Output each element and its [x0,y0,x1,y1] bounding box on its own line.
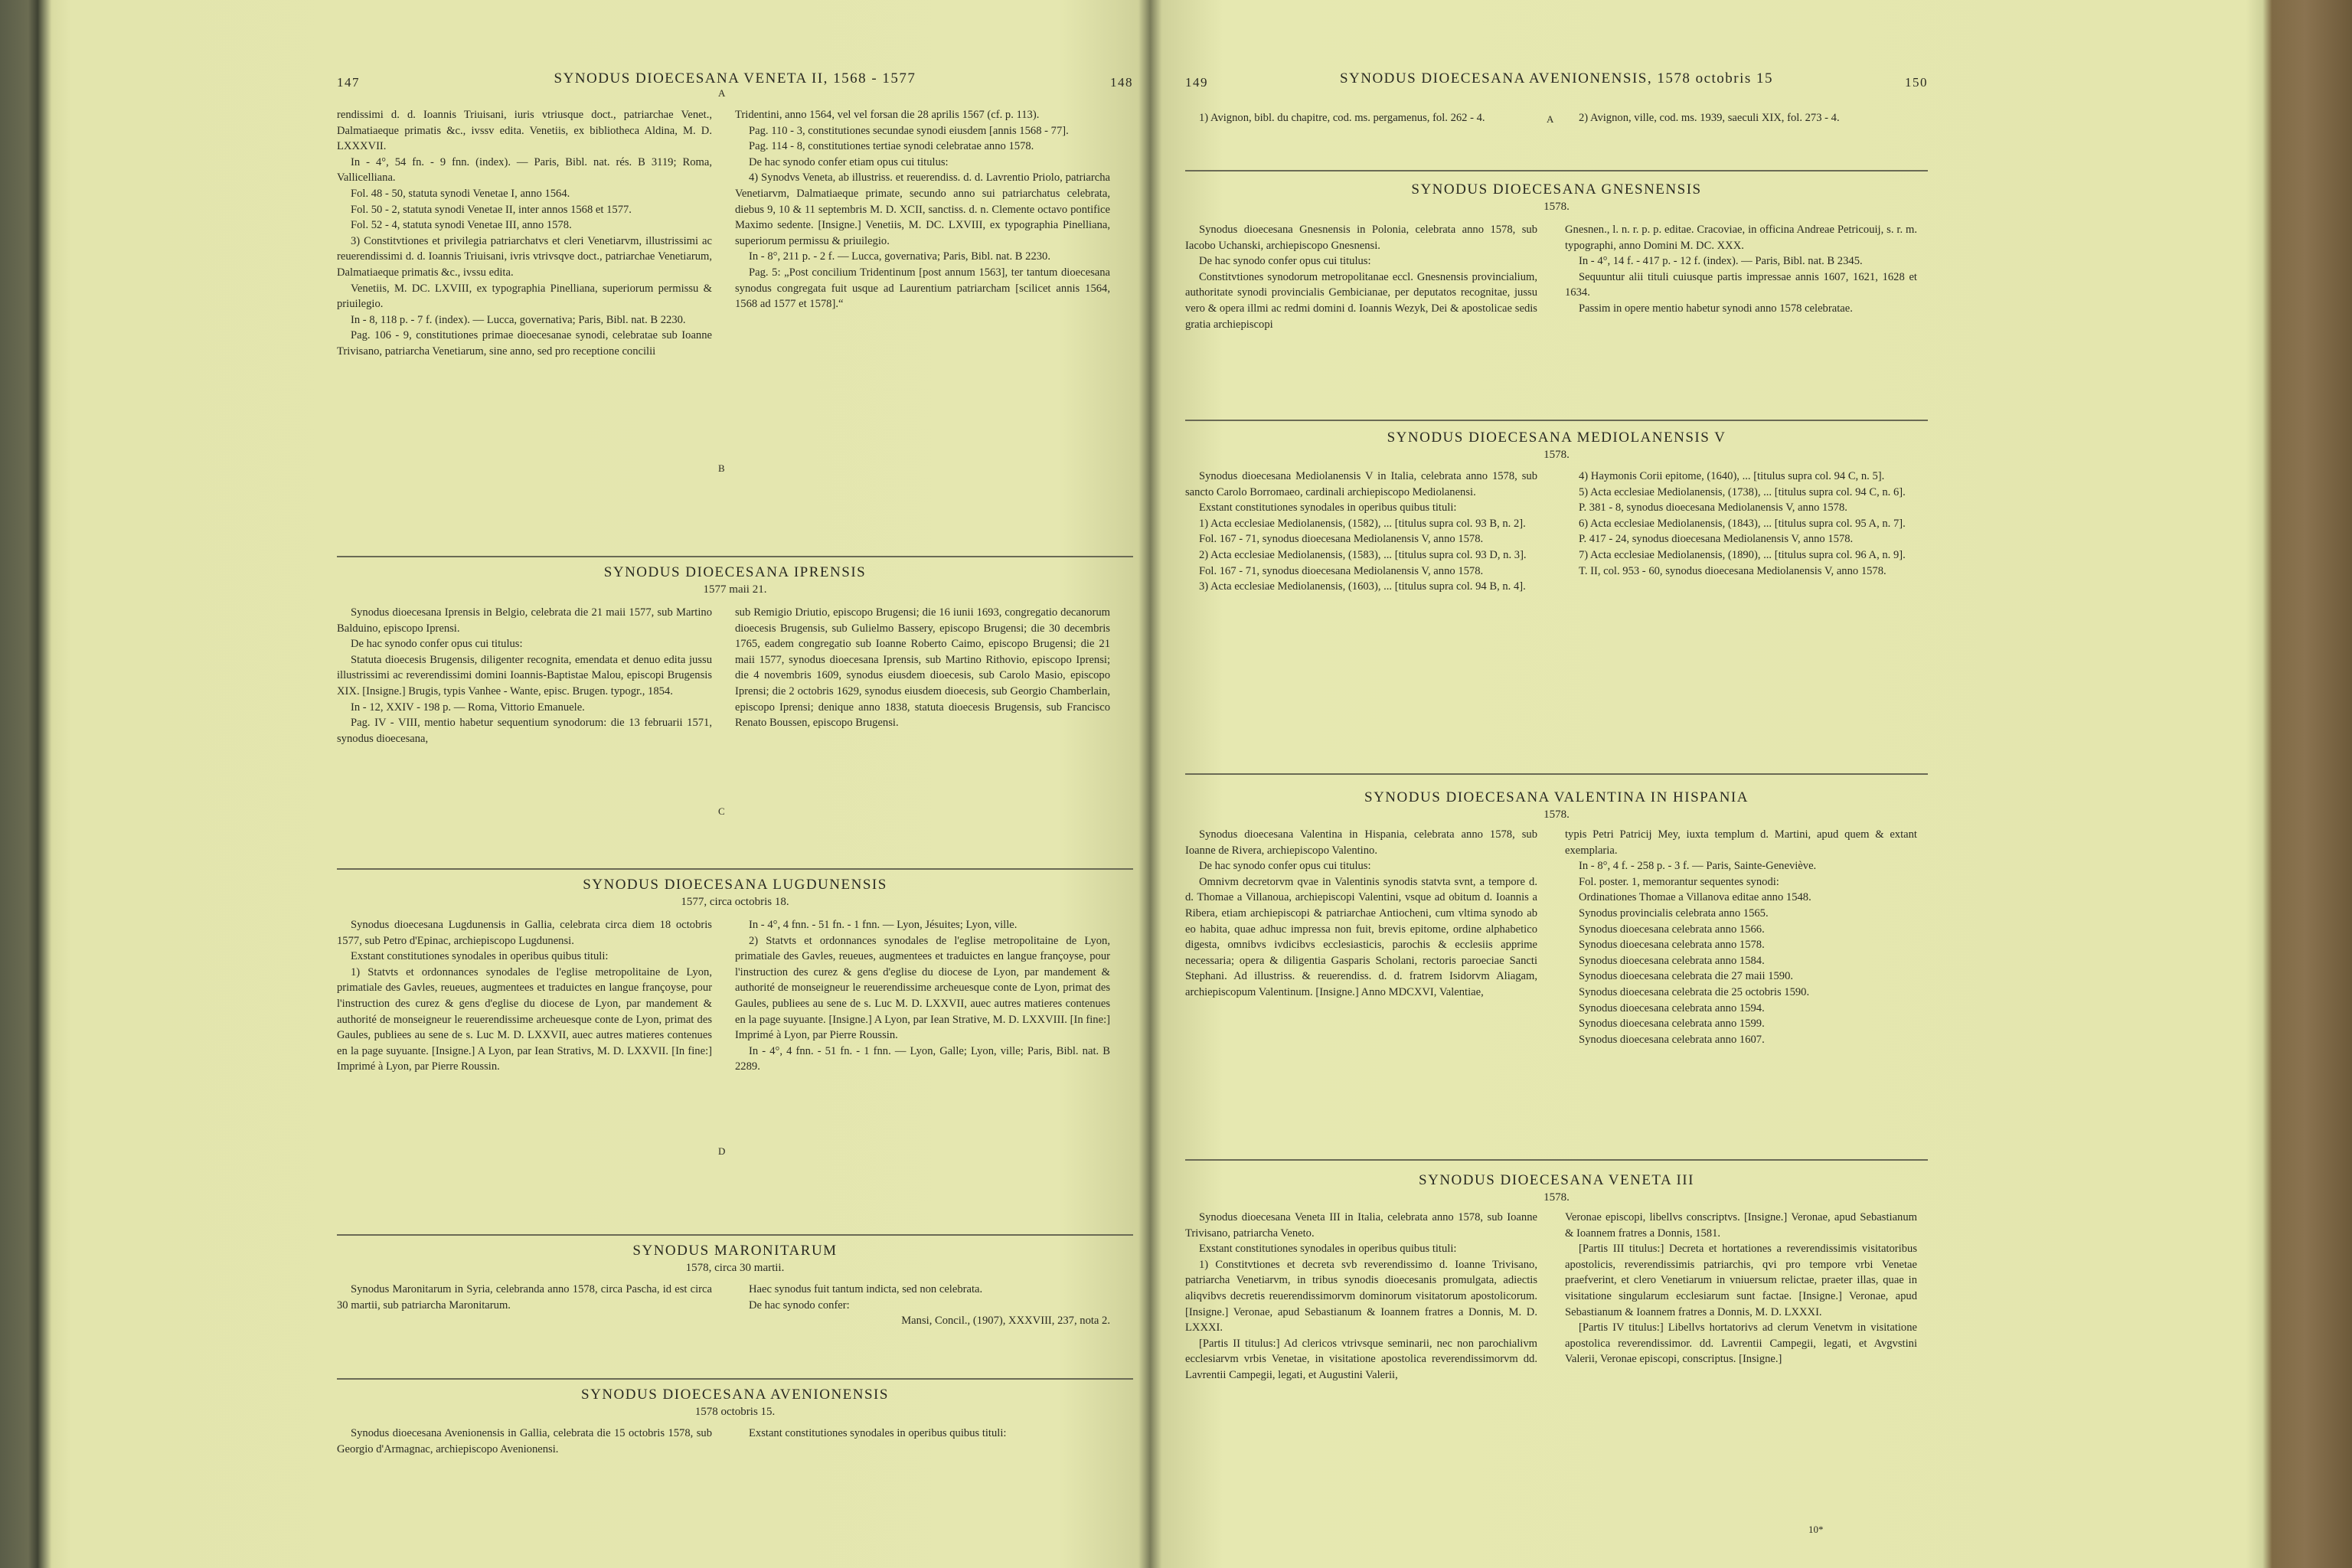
paragraph: typis Petri Patricij Mey, iuxta templum d. Martini, apud quem & extant exemplaria. [1565,828,1917,857]
paragraph: 2) Acta ecclesiae Mediolanensis, (1583), ... [titulus supra col. 93 D, n. 3]. [1199,548,1527,561]
paragraph: Synodus dioecesana celebrata anno 1566. [1579,923,1765,936]
section-date: 1578. [1544,449,1570,461]
paragraph: Pag. 5: „Post concilium Tridentinum [post annum 1563], ter tantum dioecesana synodus congregata fuit usque ad Laurentium patriarcham [scilicet annis 1564, 1568 ad 1577 et 1578].“ [735,266,1110,311]
column-left [337,1282,712,1313]
section-heading [337,564,1133,597]
margin-letter: A [718,87,726,99]
paragraph: Sequuntur alii tituli cuiusque partis impressae annis 1607, 1621, 1628 et 1634. [1565,270,1917,299]
running-head [337,70,1133,96]
paragraph: Fol. 52 - 4, statuta synodi Venetae III, anno 1578. [351,219,572,232]
running-head-title: SYNODUS DIOECESANA VENETA II, 1568 - 1577 [554,70,916,87]
paragraph: 4) Synodvs Veneta, ab illustriss. et reuerendiss. d. d. Lavrentio Priolo, patriarcha Venetiarvm, Dalmatiaeque primate, secundo anno sui patriarchatus celebrata, diebus 9, 10 & 11 septembris M. D. XCII, sanctiss. d. n. Clemente octavo pontifice Maximo sedente. [Insigne.] Venetiis, M. DC. LXVIII, ex typographia Pinelliana, superiorum permissu & priuilegio. [735,172,1110,247]
margin-letter: D [718,1145,726,1157]
paragraph: Synodus dioecesana Veneta III in Italia, celebrata anno 1578, sub Ioanne Trivisano, patriarcha Veneto. [1185,1211,1537,1240]
paragraph: Synodus dioecesana celebrata anno 1594. [1579,1001,1765,1014]
section-date: 1578. [1544,1191,1570,1204]
section-rule [1185,773,1928,775]
margin-letter: A [1547,113,1554,125]
paragraph: Fol. poster. 1, memorantur sequentes synodi: [1579,875,1779,888]
section-heading [1185,789,1928,822]
paragraph: Mansi, Concil., (1907), XXXVIII, 237, nota 2. [901,1315,1110,1328]
paragraph: Exstant constitutiones synodales in operibus quibus tituli: [351,950,609,963]
paragraph: Synodus Maronitarum in Syria, celebranda anno 1578, circa Pascha, id est circa 30 martii, sub patriarcha Maronitarum. [337,1283,712,1312]
section-rule [1185,420,1928,421]
section-title: SYNODUS DIOECESANA LUGDUNENSIS [583,877,887,893]
paragraph: Synodus dioecesana Mediolanensis V in Italia, celebrata anno 1578, sub sancto Carolo Borromaeo, cardinali archiepiscopo Mediolanensi. [1185,470,1537,498]
paragraph: Tridentini, anno 1564, vel vel forsan die 28 aprilis 1567 (cf. p. 113). [735,109,1040,121]
paragraph: Synodus dioecesana Avenionensis in Gallia, celebrata die 15 octobris 1578, sub Georgio d'Armagnac, archiepiscopo Avenionensi. [337,1427,712,1455]
section-rule [337,1234,1133,1236]
paragraph: Venetiis, M. DC. LXVIII, ex typographia Pinelliana, superiorum permissu & priuilegio. [337,282,712,311]
section-rule [337,868,1133,870]
paragraph: De hac synodo confer etiam opus cui titulus: [749,155,949,168]
column-left [337,1426,712,1457]
signature-mark: 10* [1808,1524,1824,1535]
column-left [1185,827,1537,1001]
section-date: 1577, circa octobris 18. [681,896,789,908]
column-left [337,605,712,746]
section-heading [1185,181,1928,214]
section-heading [337,1386,1133,1419]
paragraph: In - 8°, 4 f. - 258 p. - 3 f. — Paris, Sainte-Geneviève. [1579,860,1817,873]
paragraph: 1) Avignon, bibl. du chapitre, cod. ms. pergamenus, fol. 262 - 4. [1199,112,1485,124]
paragraph: Exstant constitutiones synodales in operibus quibus tituli: [1199,1243,1457,1256]
running-head [1185,70,1928,96]
paragraph: sub Remigio Driutio, episcopo Brugensi; die 16 iunii 1693, congregatio decanorum dioecesis Brugensis, sub Gulielmo Bassery, episcopo Brugensi; die 30 decembris 1765, eadem congregatio sub Ioanne Roberto Caimo, episcopo Brugensi; die 21 maii 1577, synodus dioecesana Iprensis, sub Martino Rithovio, episcopo Iprensi; die 4 novembris 1609, synodus eiusdem dioecesis, sub Carolo Masio, episcopo Iprensi; die 2 octobris 1629, synodus eiusdem dioecesis, sub Georgio Chamberlain, episcopo Iprensi; denique anno 1838, statuta dioecesis Brugensis, sub Francisco Renato Boussen, episcopo Brugensi. [735,606,1110,730]
paragraph: 1) Statvts et ordonnances synodales de l'eglise metropolitaine de Lyon, primatiale des Gavles, reueues, augmentees et traduictes en langue françoyse, pour l'instruction des curez & gens d'eglise du diocese de Lyon, par mandement & authorité de monseigneur le reuerendissime archeuesque conte de Lyon, primat des Gaules, publiees au sene de s. Luc M. D. LXXVII, auec autres matieres contenues en la page suyuante. [Insigne.] A Lyon, par Iean Strativs, M. D. LXXVII. [In fine:] Imprimé à Lyon, par Pierre Roussin. [337,965,712,1073]
section-date: 1578, circa 30 martii. [685,1262,785,1274]
column-left [1185,222,1537,332]
section-date: 1578. [1544,201,1570,213]
column-right [1565,110,1917,126]
paragraph: Synodus provincialis celebrata anno 1565. [1579,906,1769,920]
paragraph: rendissimi d. d. Ioannis Triuisani, iuris vtriusque doct., patriarchae Venet., Dalmatiaeque primatis &c., ivssv edita. Venetiis, ex bibliotheca Aldina, M. D. LXXXVII. [337,109,712,153]
column-right [1565,222,1917,317]
left-page [337,0,1133,1568]
paragraph: Ordinationes Thomae a Villanova editae anno 1548. [1579,891,1811,904]
page-number-150: 150 [1905,75,1928,90]
paragraph: De hac synodo confer opus cui titulus: [1199,860,1371,873]
paragraph: 3) Constitvtiones et privilegia patriarchatvs et cleri Venetiarvm, illustrissimi ac reuerendissimi d. d. Ioannis Triuisani, ivris vtrivsqve doct., patriarchae Venetiarum, Dalmatiaeque primatis &c., ivssu edita. [337,234,712,279]
section-heading [1185,1171,1928,1205]
column-left [1185,469,1537,595]
paragraph: Gnesnen., l. n. r. p. p. editae. Cracoviae, in officina Andreae Petricouij, s. r. m. typographi, anno Domini M. DC. XXX. [1565,224,1917,252]
paragraph: 1) Constitvtiones et decreta svb reverendissimo d. Ioanne Trivisano, patriarcha Venetiarvm, in tribus synodis dioecesanis promulgata, adiectis aliqvibvs decretis reuerendissimorvm dominorum visitatorum apostolicorum. [Insigne.] Veronae, apud Sebastianum & Ioannem fratres a Donnis, M. D. LXXXI. [1185,1258,1537,1334]
paragraph: Synodus dioecesana Gnesnensis in Polonia, celebrata anno 1578, sub Iacobo Uchanski, archiepiscopo Gnesnensi. [1185,224,1537,252]
section-rule [1185,170,1928,172]
section-title: SYNODUS DIOECESANA VENETA III [1419,1172,1694,1188]
paragraph: 2) Statvts et ordonnances synodales de l'eglise metropolitaine de Lyon, primatiale des Gavles, reueues, augmentees et traduictes en langue françoyse, pour l'instruction des curez & gens d'eglise du diocese de Lyon, par mandement & authorité de monseigneur le reuerendissime archeuesque conte de Lyon, primat des Gaules, publiees au sene de s. Luc M. D. LXXVII, auec autres matieres contenues en la page suyuante. [Insigne.] A Lyon, par Iean Strative, M. D. LXXVIII. [In fine:] Imprimé à Lyon, par Pierre Roussin. [735,934,1110,1042]
section-heading [337,876,1133,910]
paragraph: In - 4°, 14 f. - 417 p. - 12 f. (index). — Paris, Bibl. nat. B 2345. [1579,255,1863,268]
paragraph: De hac synodo confer opus cui titulus: [1199,255,1371,268]
paragraph: Pag. 114 - 8, constitutiones tertiae synodi celebratae anno 1578. [749,140,1034,153]
column-right [735,917,1110,1075]
paragraph: 7) Acta ecclesiae Mediolanensis, (1890), ... [titulus supra col. 96 A, n. 9]. [1579,548,1906,561]
paragraph: Exstant constitutiones synodales in operibus quibus tituli: [1199,501,1457,514]
paragraph: T. II, col. 953 - 60, synodus dioecesana Mediolanensis V, anno 1578. [1579,564,1886,577]
right-page [1185,0,1928,1568]
paragraph: Statuta dioecesis Brugensis, diligenter recognita, emendata et denuo edita jussu illustrissimi ac reverendissimi domini Ioannis-Baptistae Malou, episcopi Brugensis XIX. [Insigne.] Brugis, typis Vanhee - Wante, episc. Brugen. typogr., 1854. [337,653,712,697]
paragraph: P. 417 - 24, synodus dioecesana Mediolanensis V, anno 1578. [1579,533,1854,546]
paragraph: 5) Acta ecclesiae Mediolanensis, (1738), ... [titulus supra col. 94 C, n. 6]. [1579,485,1906,498]
column-right [735,1426,1110,1442]
paragraph: Passim in opere mentio habetur synodi anno 1578 celebratae. [1579,302,1853,315]
paragraph: Fol. 167 - 71, synodus dioecesana Mediolanensis V, anno 1578. [1199,533,1484,546]
paragraph: Haec synodus fuit tantum indicta, sed non celebrata. [749,1283,983,1295]
section-title: SYNODUS MARONITARUM [632,1243,838,1259]
section-rule [337,556,1133,557]
paragraph: Veronae episcopi, libellvs conscriptvs. [Insigne.] Veronae, apud Sebastianum & Ioannem fratres a Donnis, 1581. [1565,1211,1917,1240]
column-left [337,107,712,360]
column-right [1565,827,1917,1047]
paragraph: Pag. IV - VIII, mentio habetur sequentium synodorum: die 13 februarii 1571, synodus dioecesana, [337,717,712,745]
column-right [735,107,1110,312]
paragraph: Pag. 106 - 9, constitutiones primae dioecesanae synodi, celebratae sub Ioanne Trivisano, patriarcha Venetiarum, sine anno, sed pro receptione concilii [337,329,712,358]
paragraph: 2) Avignon, ville, cod. ms. 1939, saeculi XIX, fol. 273 - 4. [1579,112,1840,124]
paragraph: Synodus dioecesana celebrata die 27 maii 1590. [1579,970,1794,983]
paragraph: Synodus dioecesana celebrata die 25 octobris 1590. [1579,985,1810,998]
section-title: SYNODUS DIOECESANA AVENIONENSIS [581,1387,889,1403]
paragraph: Synodus dioecesana Iprensis in Belgio, celebrata die 21 maii 1577, sub Martino Balduino, episcopo Iprensi. [337,606,712,635]
paragraph: De hac synodo confer opus cui titulus: [351,638,523,651]
column-right [1565,1210,1917,1367]
section-date: 1578 octobris 15. [694,1406,776,1418]
section-heading [337,1242,1133,1276]
section-date: 1577 maii 21. [703,583,767,596]
paragraph: Synodus dioecesana celebrata anno 1607. [1579,1033,1765,1046]
paragraph: Synodus dioecesana celebrata anno 1599. [1579,1018,1765,1031]
section-title: SYNODUS DIOECESANA VALENTINA IN HISPANIA [1364,789,1749,805]
paragraph: 6) Acta ecclesiae Mediolanensis, (1843), ... [titulus supra col. 95 A, n. 7]. [1579,517,1906,530]
paragraph: In - 4°, 4 fnn. - 51 fn. - 1 fnn. — Lyon, Galle; Lyon, ville; Paris, Bibl. nat. B 2289. [735,1044,1110,1073]
paragraph: In - 4°, 4 fnn. - 51 fn. - 1 fnn. — Lyon, Jésuites; Lyon, ville. [749,919,1018,931]
paragraph: Omnivm decretorvm qvae in Valentinis synodis statvta svnt, a tempore d. d. Thomae a Villanoua, archiepiscopi Valentini, vsque ad obitum d. Ioannis a Ribera, etiam archiepiscopi & patriarchae Antiocheni, cum vltima synodo ab eo habita, quae adhuc impressa non fuit, brevis epitome, ordine alphabetico digesta, omnibvs ivdicibvs ecclesiasticis, parochis & ecclesiis apprime necessaria; opera & diligentia Gasparis Scholani, rectoris paroeciae Sancti Stephani. Ad illustriss. & reuerendiss. d. d. fratrem Isidorvm Aliagam, archiepiscopum Valentinum. [Insigne.] Anno MDCXVI, Valentiae, [1185,875,1537,998]
section-title: SYNODUS DIOECESANA GNESNENSIS [1411,181,1702,198]
page-number-148: 148 [1110,75,1133,90]
column-right [735,605,1110,731]
column-right [1565,469,1917,579]
paragraph: P. 381 - 8, synodus dioecesana Mediolanensis V, anno 1578. [1579,501,1847,514]
section-rule [1185,1159,1928,1161]
running-head-title: SYNODUS DIOECESANA AVENIONENSIS, 1578 octobris 15 [1339,70,1774,87]
paragraph: Fol. 48 - 50, statuta synodi Venetae I, anno 1564. [351,187,570,200]
paragraph: Constitvtiones synodorum metropolitanae eccl. Gnesnensis provincialium, authoritate synodi provincialis Gembicianae, per deputatos recognitae, jussu vero & opera illmi ac redmi domini d. Ioannis Wezyk, Dei & apostolicae sedis gratia archiepiscopi [1185,270,1537,331]
page-number-149: 149 [1185,75,1208,90]
paragraph: Synodus dioecesana celebrata anno 1584. [1579,954,1765,967]
paragraph: In - 4°, 54 fn. - 9 fnn. (index). — Paris, Bibl. nat. rés. B 3119; Roma, Vallicelliana. [337,155,712,185]
paragraph: Fol. 167 - 71, synodus dioecesana Mediolanensis V, anno 1578. [1199,564,1484,577]
column-left [337,917,712,1075]
paragraph: [Partis III titulus:] Decreta et hortationes a reverendissimis visitatoribus apostolicis, reverendissimis patriarchis, qvi pro tempore vrbi Venetae praefverint, et clero Venetiarum in vniuersum relictae, praeter illas, quae in visitatione singularum ecclesiarum sunt factae. [Insigne.] Veronae, apud Sebastianum & Ioannem fratres a Donnis, M. D. LXXXI. [1565,1243,1917,1318]
paragraph: In - 8, 118 p. - 7 f. (index). — Lucca, governativa; Paris, Bibl. nat. B 2230. [351,313,686,326]
section-heading [1185,429,1928,462]
paragraph: Fol. 50 - 2, statuta synodi Venetae II, inter annos 1568 et 1577. [351,203,632,216]
column-left [1185,1210,1537,1383]
paragraph: [Partis IV titulus:] Libellvs hortatorivs ad clerum Venetvm in visitatione apostolica reverendissimor. dd. Lavrentii Campegii, legati, et Avgvstini Valerii, Veronae episcopi, conscriptus. [Insigne.] [1565,1321,1917,1366]
paragraph: De hac synodo confer: [749,1298,850,1312]
column-right [735,1282,1110,1329]
paragraph: Pag. 110 - 3, constitutiones secundae synodi eiusdem [annis 1568 - 77]. [749,124,1069,137]
section-title: SYNODUS DIOECESANA IPRENSIS [603,564,867,580]
section-rule [337,1378,1133,1380]
paragraph: In - 12, XXIV - 198 p. — Roma, Vittorio Emanuele. [351,701,585,714]
paragraph: Exstant constitutiones synodales in operibus quibus tituli: [749,1427,1007,1439]
paragraph: 3) Acta ecclesiae Mediolanensis, (1603), ... [titulus supra col. 94 B, n. 4]. [1199,580,1526,593]
column-left [1185,110,1537,126]
section-title: SYNODUS DIOECESANA MEDIOLANENSIS V [1387,430,1726,446]
paragraph: [Partis II titulus:] Ad clericos vtrivsque seminarii, nec non parochialivm ecclesiarvm vrbis Venetae, in visitatione apostolica reverendissimorvm dd. Lavrentii Campegii, legati, et Augustini Valerii, [1185,1337,1537,1381]
page-number-147: 147 [337,75,360,90]
paragraph: Synodus dioecesana Valentina in Hispania, celebrata anno 1578, sub Ioanne de Rivera, archiepiscopo Valentino. [1185,828,1537,857]
paragraph: 4) Haymonis Corii epitome, (1640), ... [titulus supra col. 94 C, n. 5]. [1579,470,1885,482]
paragraph: Synodus dioecesana Lugdunensis in Gallia, celebrata circa diem 18 octobris 1577, sub Petro d'Epinac, archiepiscopo Lugdunensi. [337,919,712,947]
paragraph: In - 8°, 211 p. - 2 f. — Lucca, governativa; Paris, Bibl. nat. B 2230. [749,250,1050,263]
margin-letter: B [718,462,725,474]
margin-letter: C [718,805,725,817]
paragraph: 1) Acta ecclesiae Mediolanensis, (1582), ... [titulus supra col. 93 B, n. 2]. [1199,517,1526,530]
paragraph: Synodus dioecesana celebrata anno 1578. [1579,939,1765,952]
section-date: 1578. [1544,808,1570,821]
